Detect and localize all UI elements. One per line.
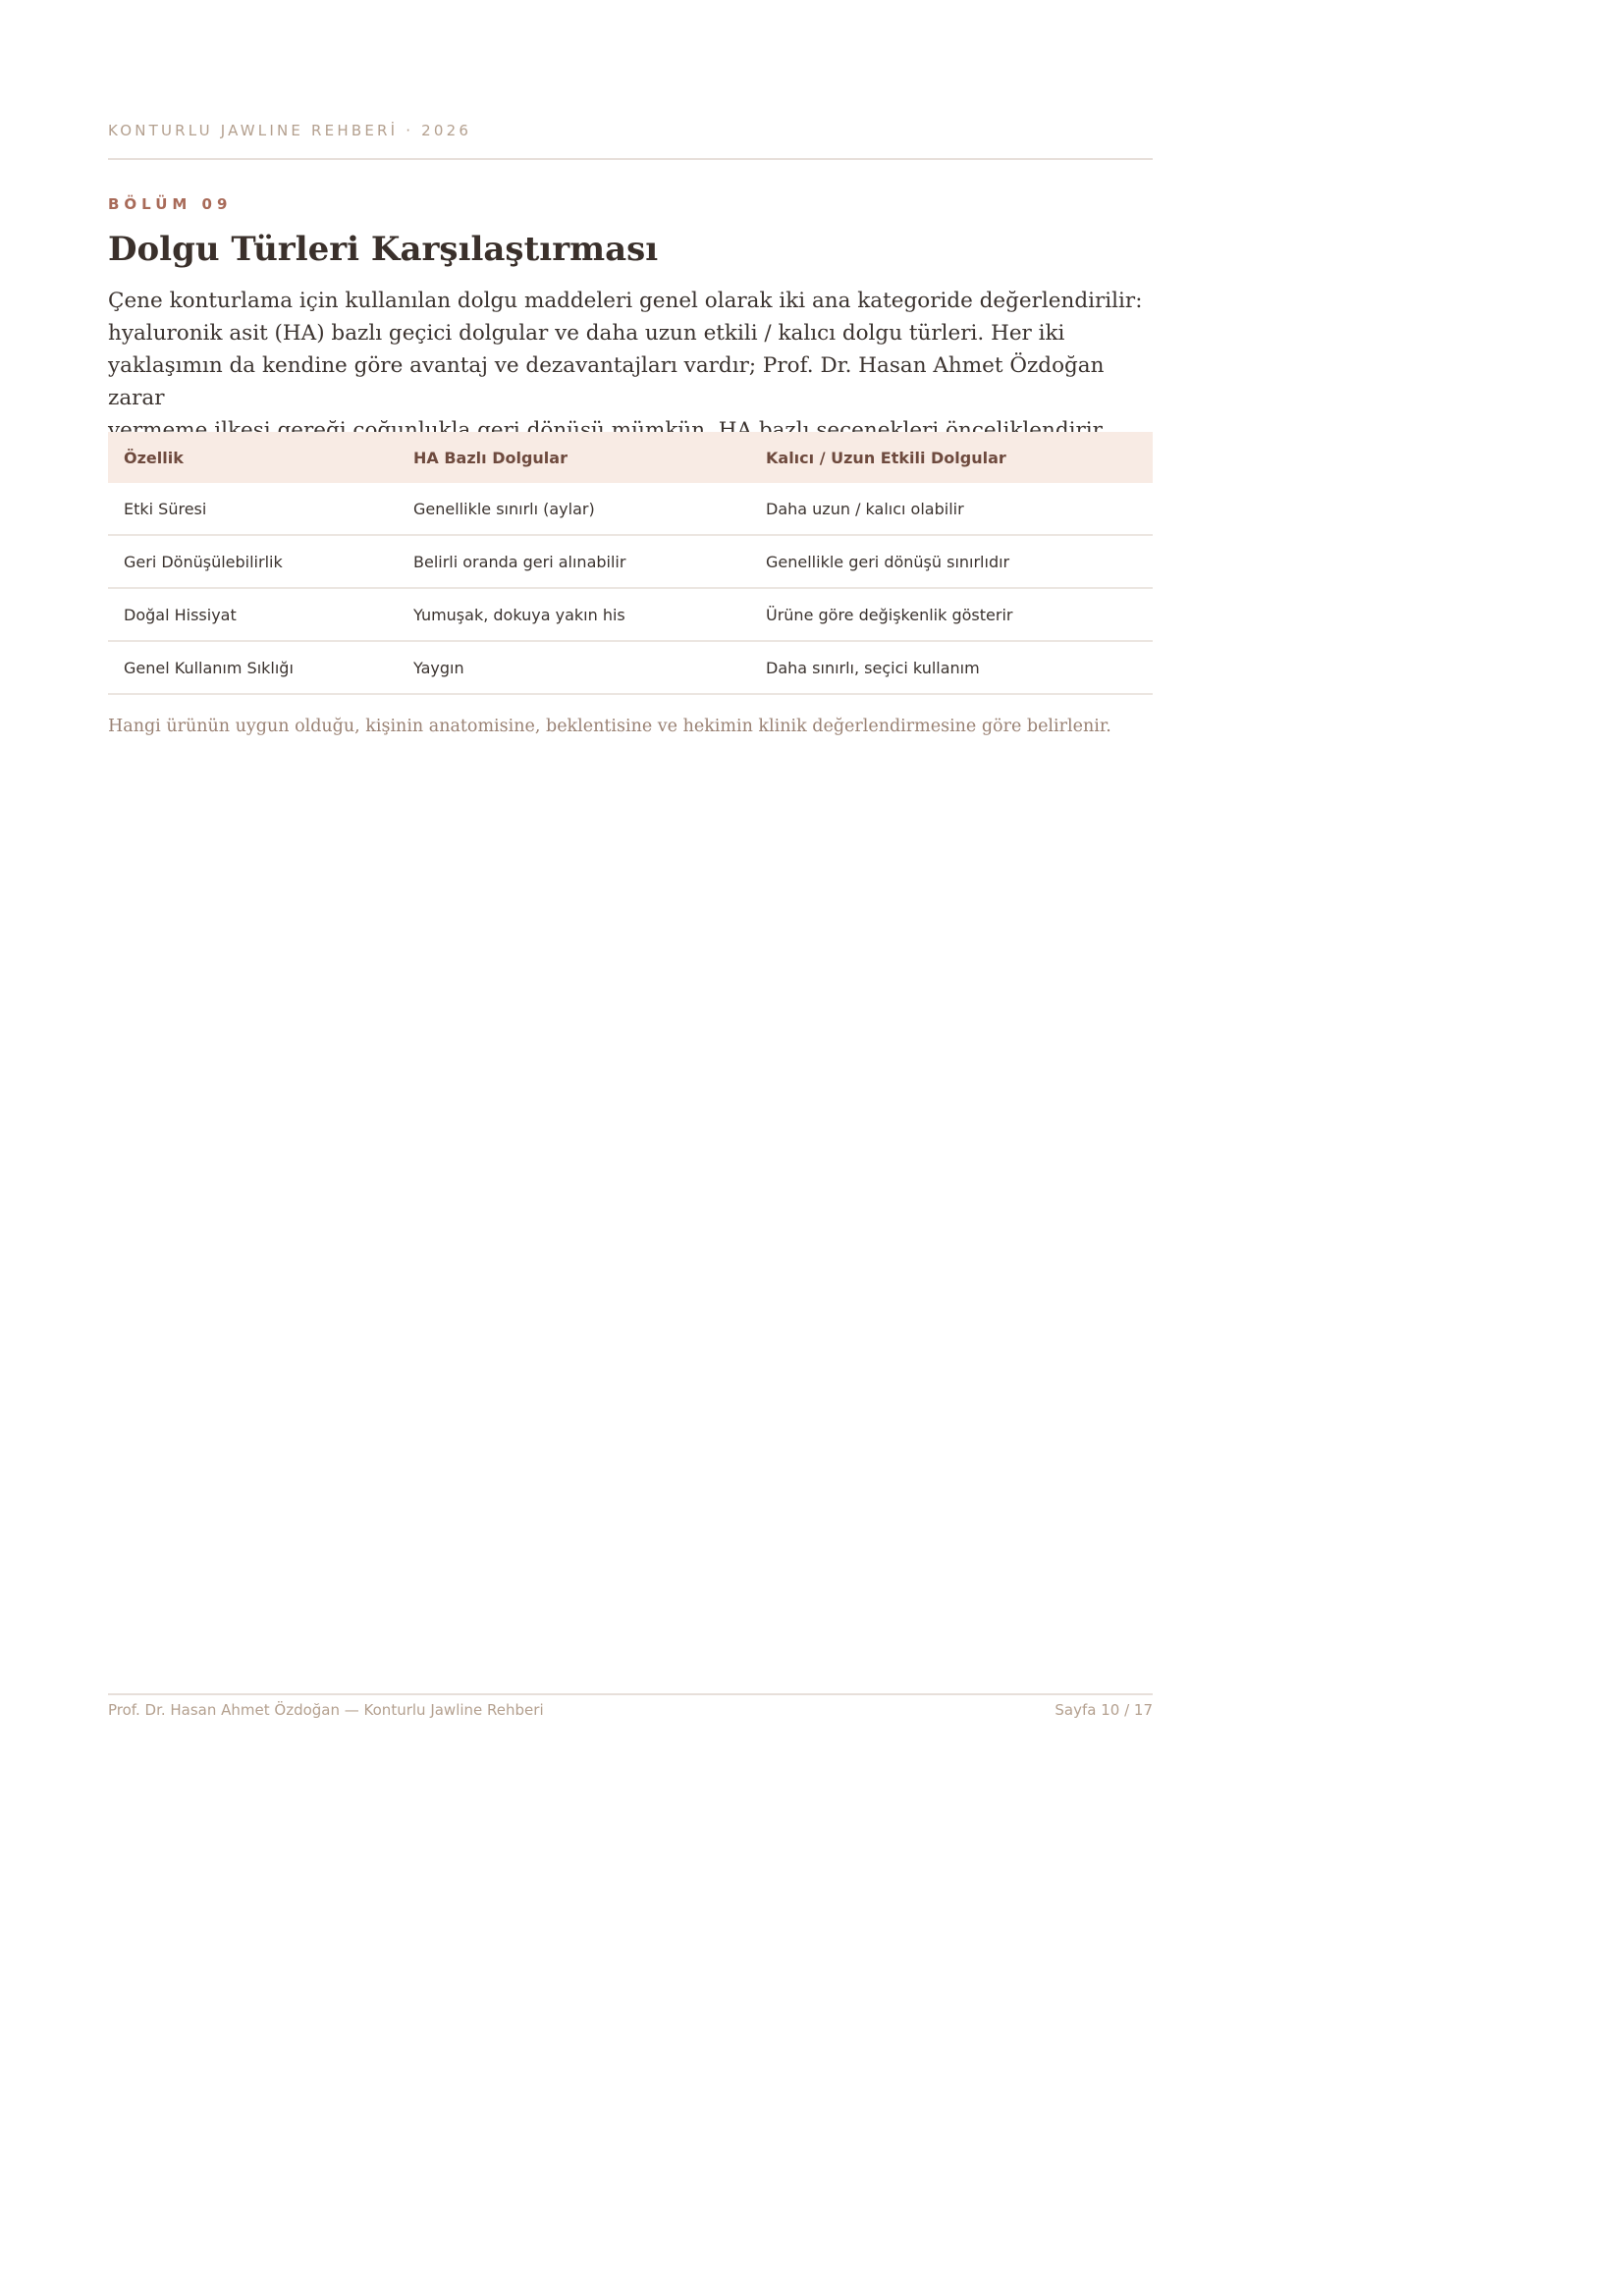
chapter-label: BÖLÜM 09: [108, 195, 233, 213]
table-row: [108, 483, 1153, 535]
table-cell: Etki Süresi: [108, 483, 398, 535]
table-cell: Genellikle sınırlı (aylar): [398, 483, 750, 535]
table-cell: Genellikle geri dönüşü sınırlıdır: [750, 535, 1153, 588]
column-header-feature: Özellik: [124, 448, 184, 467]
table-cell: Yumuşak, dokuya yakın his: [398, 588, 750, 641]
comparison-table: [108, 432, 1153, 695]
footnote-text: Hangi ürünün uygun olduğu, kişinin anatomisine, beklentisine ve hekimin klinik değerlendirmesine göre belirlenir.: [108, 717, 1111, 736]
header-divider: [108, 158, 1153, 160]
table-cell: Genel Kullanım Sıklığı: [108, 641, 398, 694]
table-row: [108, 588, 1153, 641]
intro-line: vermeme ilkesi gereği çoğunlukla geri dönüşü mümkün, HA bazlı seçenekleri önceliklendirir.: [108, 418, 1108, 443]
table-cell: Yaygın: [398, 641, 750, 694]
intro-line: Çene konturlama için kullanılan dolgu maddeleri genel olarak iki ana kategoride değerlendirilir:: [108, 289, 1143, 313]
page-title: Dolgu Türleri Karşılaştırması: [108, 230, 659, 269]
table-cell: Ürüne göre değişkenlik gösterir: [750, 588, 1153, 641]
table-cell: Doğal Hissiyat: [108, 588, 398, 641]
footer-divider: [108, 1693, 1153, 1695]
running-header: KONTURLU JAWLINE REHBERİ · 2026: [108, 122, 472, 139]
table-cell: Daha uzun / kalıcı olabilir: [750, 483, 1153, 535]
intro-line: yaklaşımın da kendine göre avantaj ve dezavantajları vardır; Prof. Dr. Hasan Ahmet Özdoğan zarar: [108, 353, 1105, 410]
table-cell: Daha sınırlı, seçici kullanım: [750, 641, 1153, 694]
page-number: Sayfa 10 / 17: [1055, 1701, 1153, 1719]
footer-author-title: Prof. Dr. Hasan Ahmet Özdoğan — Konturlu Jawline Rehberi: [108, 1701, 544, 1719]
table-cell: Geri Dönüşülebilirlik: [108, 535, 398, 588]
intro-paragraph: [108, 285, 1159, 447]
column-header-permanent-fillers: Kalıcı / Uzun Etkili Dolgular: [766, 448, 1006, 467]
table-header-row: [108, 432, 1153, 483]
table-cell: Belirli oranda geri alınabilir: [398, 535, 750, 588]
column-header-ha-fillers: HA Bazlı Dolgular: [413, 448, 568, 467]
table-row: [108, 641, 1153, 694]
table-row: [108, 535, 1153, 588]
intro-line: hyaluronik asit (HA) bazlı geçici dolgular ve daha uzun etkili / kalıcı dolgu türleri. Her iki: [108, 321, 1065, 346]
